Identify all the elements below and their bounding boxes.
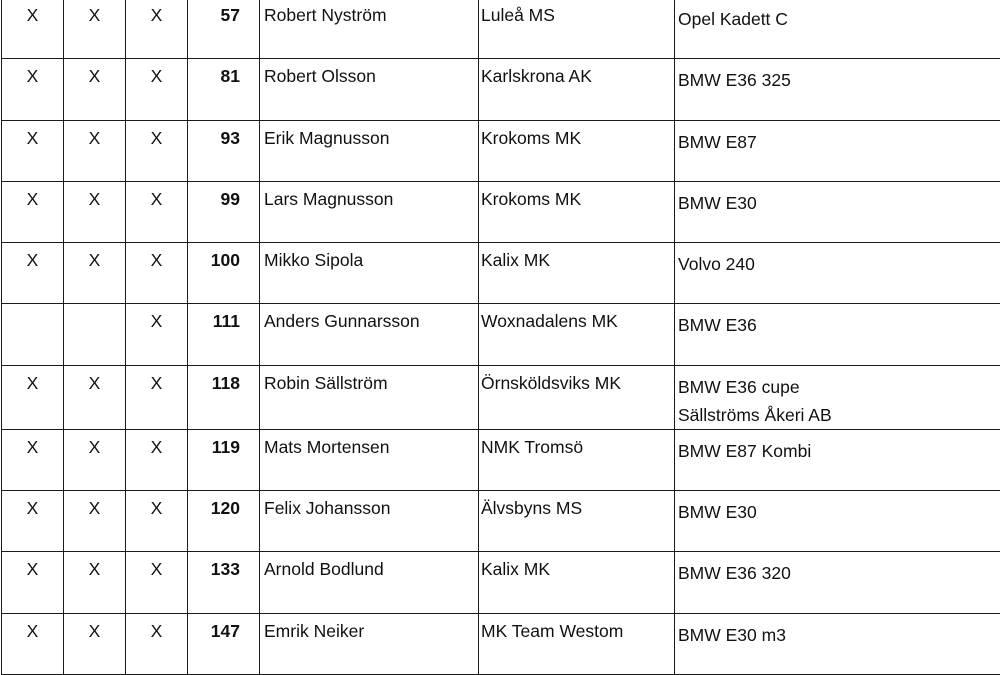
car-model: BMW E30 xyxy=(678,491,1000,526)
mark-cell-1 xyxy=(2,243,64,304)
mark-3: X xyxy=(126,0,187,29)
club-cell xyxy=(479,120,675,181)
mark-2: X xyxy=(64,491,125,522)
car-sponsor: Sällströms Åkeri AB xyxy=(678,401,1000,429)
mark-2: X xyxy=(64,552,125,583)
table-row xyxy=(2,552,1000,613)
start-number: 99 xyxy=(221,182,259,213)
driver-name: Robert Olsson xyxy=(264,59,478,90)
mark-3: X xyxy=(126,182,187,213)
mark-2: X xyxy=(64,614,125,645)
car-cell xyxy=(675,243,1000,304)
table-row xyxy=(2,120,1000,181)
mark-3: X xyxy=(126,304,187,335)
mark-2: X xyxy=(64,430,125,461)
start-number-cell xyxy=(188,243,260,304)
start-number: 57 xyxy=(221,0,259,29)
car-cell xyxy=(675,120,1000,181)
start-number: 147 xyxy=(211,614,259,645)
driver-name-cell xyxy=(260,181,479,242)
start-number-cell xyxy=(188,304,260,365)
mark-2: X xyxy=(64,243,125,274)
mark-cell-2 xyxy=(64,181,126,242)
club-name: Luleå MS xyxy=(481,0,674,29)
start-number-cell xyxy=(188,0,260,59)
table-row xyxy=(2,429,1000,490)
start-number: 100 xyxy=(211,243,259,274)
mark-3: X xyxy=(126,366,187,397)
mark-cell-2 xyxy=(64,304,126,365)
mark-2: X xyxy=(64,0,125,29)
club-cell xyxy=(479,613,675,674)
mark-3: X xyxy=(126,552,187,583)
table-row xyxy=(2,304,1000,365)
mark-cell-3 xyxy=(126,59,188,120)
table-row xyxy=(2,243,1000,304)
mark-2: X xyxy=(64,59,125,90)
club-name: Woxnadalens MK xyxy=(481,304,674,335)
mark-cell-1 xyxy=(2,552,64,613)
start-number-cell xyxy=(188,181,260,242)
driver-name-cell xyxy=(260,304,479,365)
mark-cell-2 xyxy=(64,491,126,552)
club-cell xyxy=(479,552,675,613)
mark-cell-1 xyxy=(2,304,64,365)
car-model: Opel Kadett C xyxy=(678,0,1000,33)
club-name: NMK Tromsö xyxy=(481,430,674,461)
mark-3: X xyxy=(126,614,187,645)
mark-cell-3 xyxy=(126,365,188,429)
mark-1: X xyxy=(2,366,63,397)
mark-cell-1 xyxy=(2,0,64,59)
mark-1: X xyxy=(2,614,63,645)
car-model: BMW E30 m3 xyxy=(678,614,1000,649)
driver-name: Emrik Neiker xyxy=(264,614,478,645)
entry-list-body xyxy=(2,0,1000,674)
start-number: 120 xyxy=(211,491,259,522)
car-cell xyxy=(675,429,1000,490)
start-number: 81 xyxy=(221,59,259,90)
club-name: Kalix MK xyxy=(481,552,674,583)
mark-cell-2 xyxy=(64,59,126,120)
club-cell xyxy=(479,429,675,490)
start-number: 119 xyxy=(212,430,259,461)
driver-name: Lars Magnusson xyxy=(264,182,478,213)
car-cell xyxy=(675,59,1000,120)
club-cell xyxy=(479,181,675,242)
mark-1: X xyxy=(2,182,63,213)
mark-cell-2 xyxy=(64,0,126,59)
mark-cell-3 xyxy=(126,613,188,674)
car-model: BMW E87 xyxy=(678,121,1000,156)
driver-name-cell xyxy=(260,243,479,304)
mark-1: X xyxy=(2,121,63,152)
mark-1: X xyxy=(2,491,63,522)
table-row xyxy=(2,59,1000,120)
mark-cell-3 xyxy=(126,429,188,490)
table-row xyxy=(2,613,1000,674)
mark-cell-2 xyxy=(64,429,126,490)
mark-2 xyxy=(64,304,125,307)
mark-3: X xyxy=(126,243,187,274)
club-cell xyxy=(479,0,675,59)
driver-name-cell xyxy=(260,0,479,59)
club-name: Krokoms MK xyxy=(481,121,674,152)
table-row xyxy=(2,181,1000,242)
club-name: Älvsbyns MS xyxy=(481,491,674,522)
mark-2: X xyxy=(64,121,125,152)
mark-cell-2 xyxy=(64,365,126,429)
car-model: BMW E36 cupe xyxy=(678,366,1000,401)
mark-3: X xyxy=(126,59,187,90)
driver-name-cell xyxy=(260,613,479,674)
start-number: 133 xyxy=(211,552,259,583)
table-row xyxy=(2,491,1000,552)
driver-name: Robert Nyström xyxy=(264,0,478,29)
mark-cell-1 xyxy=(2,491,64,552)
driver-name-cell xyxy=(260,491,479,552)
start-number-cell xyxy=(188,120,260,181)
mark-cell-3 xyxy=(126,181,188,242)
mark-1: X xyxy=(2,0,63,29)
mark-1 xyxy=(2,304,63,307)
mark-cell-3 xyxy=(126,552,188,613)
driver-name-cell xyxy=(260,120,479,181)
start-number: 93 xyxy=(221,121,259,152)
car-cell xyxy=(675,365,1000,429)
club-cell xyxy=(479,304,675,365)
club-name: Kalix MK xyxy=(481,243,674,274)
driver-name: Felix Johansson xyxy=(264,491,478,522)
club-cell xyxy=(479,491,675,552)
car-model: BMW E87 Kombi xyxy=(678,430,1000,465)
mark-1: X xyxy=(2,552,63,583)
car-model: BMW E36 325 xyxy=(678,59,1000,94)
driver-name-cell xyxy=(260,552,479,613)
mark-cell-3 xyxy=(126,491,188,552)
mark-3: X xyxy=(126,430,187,461)
car-cell xyxy=(675,613,1000,674)
car-cell xyxy=(675,181,1000,242)
driver-name: Mikko Sipola xyxy=(264,243,478,274)
mark-cell-3 xyxy=(126,0,188,59)
mark-cell-1 xyxy=(2,59,64,120)
club-cell xyxy=(479,59,675,120)
club-name: Krokoms MK xyxy=(481,182,674,213)
driver-name-cell xyxy=(260,365,479,429)
driver-name: Erik Magnusson xyxy=(264,121,478,152)
mark-cell-1 xyxy=(2,613,64,674)
start-number-cell xyxy=(188,613,260,674)
mark-cell-3 xyxy=(126,304,188,365)
mark-cell-1 xyxy=(2,181,64,242)
mark-2: X xyxy=(64,366,125,397)
club-name: MK Team Westom xyxy=(481,614,674,645)
driver-name-cell xyxy=(260,429,479,490)
car-cell xyxy=(675,491,1000,552)
start-number-cell xyxy=(188,429,260,490)
start-number-cell xyxy=(188,552,260,613)
mark-1: X xyxy=(2,243,63,274)
start-number: 118 xyxy=(212,366,259,397)
start-number: 111 xyxy=(213,304,259,335)
club-name: Örnsköldsviks MK xyxy=(481,366,674,397)
mark-1: X xyxy=(2,59,63,90)
mark-3: X xyxy=(126,121,187,152)
mark-cell-3 xyxy=(126,120,188,181)
club-cell xyxy=(479,365,675,429)
start-number-cell xyxy=(188,491,260,552)
mark-1: X xyxy=(2,430,63,461)
entry-list-table xyxy=(1,0,1000,675)
mark-cell-1 xyxy=(2,429,64,490)
car-model: BMW E36 320 xyxy=(678,552,1000,587)
mark-2: X xyxy=(64,182,125,213)
mark-cell-2 xyxy=(64,243,126,304)
mark-cell-3 xyxy=(126,243,188,304)
driver-name: Mats Mortensen xyxy=(264,430,478,461)
car-model: Volvo 240 xyxy=(678,243,1000,278)
mark-cell-2 xyxy=(64,613,126,674)
mark-cell-2 xyxy=(64,120,126,181)
driver-name-cell xyxy=(260,59,479,120)
mark-cell-1 xyxy=(2,365,64,429)
club-name: Karlskrona AK xyxy=(481,59,674,90)
mark-3: X xyxy=(126,491,187,522)
car-cell xyxy=(675,0,1000,59)
start-number-cell xyxy=(188,59,260,120)
start-number-cell xyxy=(188,365,260,429)
club-cell xyxy=(479,243,675,304)
driver-name: Arnold Bodlund xyxy=(264,552,478,583)
car-model: BMW E30 xyxy=(678,182,1000,217)
mark-cell-1 xyxy=(2,120,64,181)
driver-name: Robin Sällström xyxy=(264,366,478,397)
car-cell xyxy=(675,552,1000,613)
car-cell xyxy=(675,304,1000,365)
table-row xyxy=(2,365,1000,429)
car-model: BMW E36 xyxy=(678,304,1000,339)
table-row xyxy=(2,0,1000,59)
driver-name: Anders Gunnarsson xyxy=(264,304,478,335)
mark-cell-2 xyxy=(64,552,126,613)
